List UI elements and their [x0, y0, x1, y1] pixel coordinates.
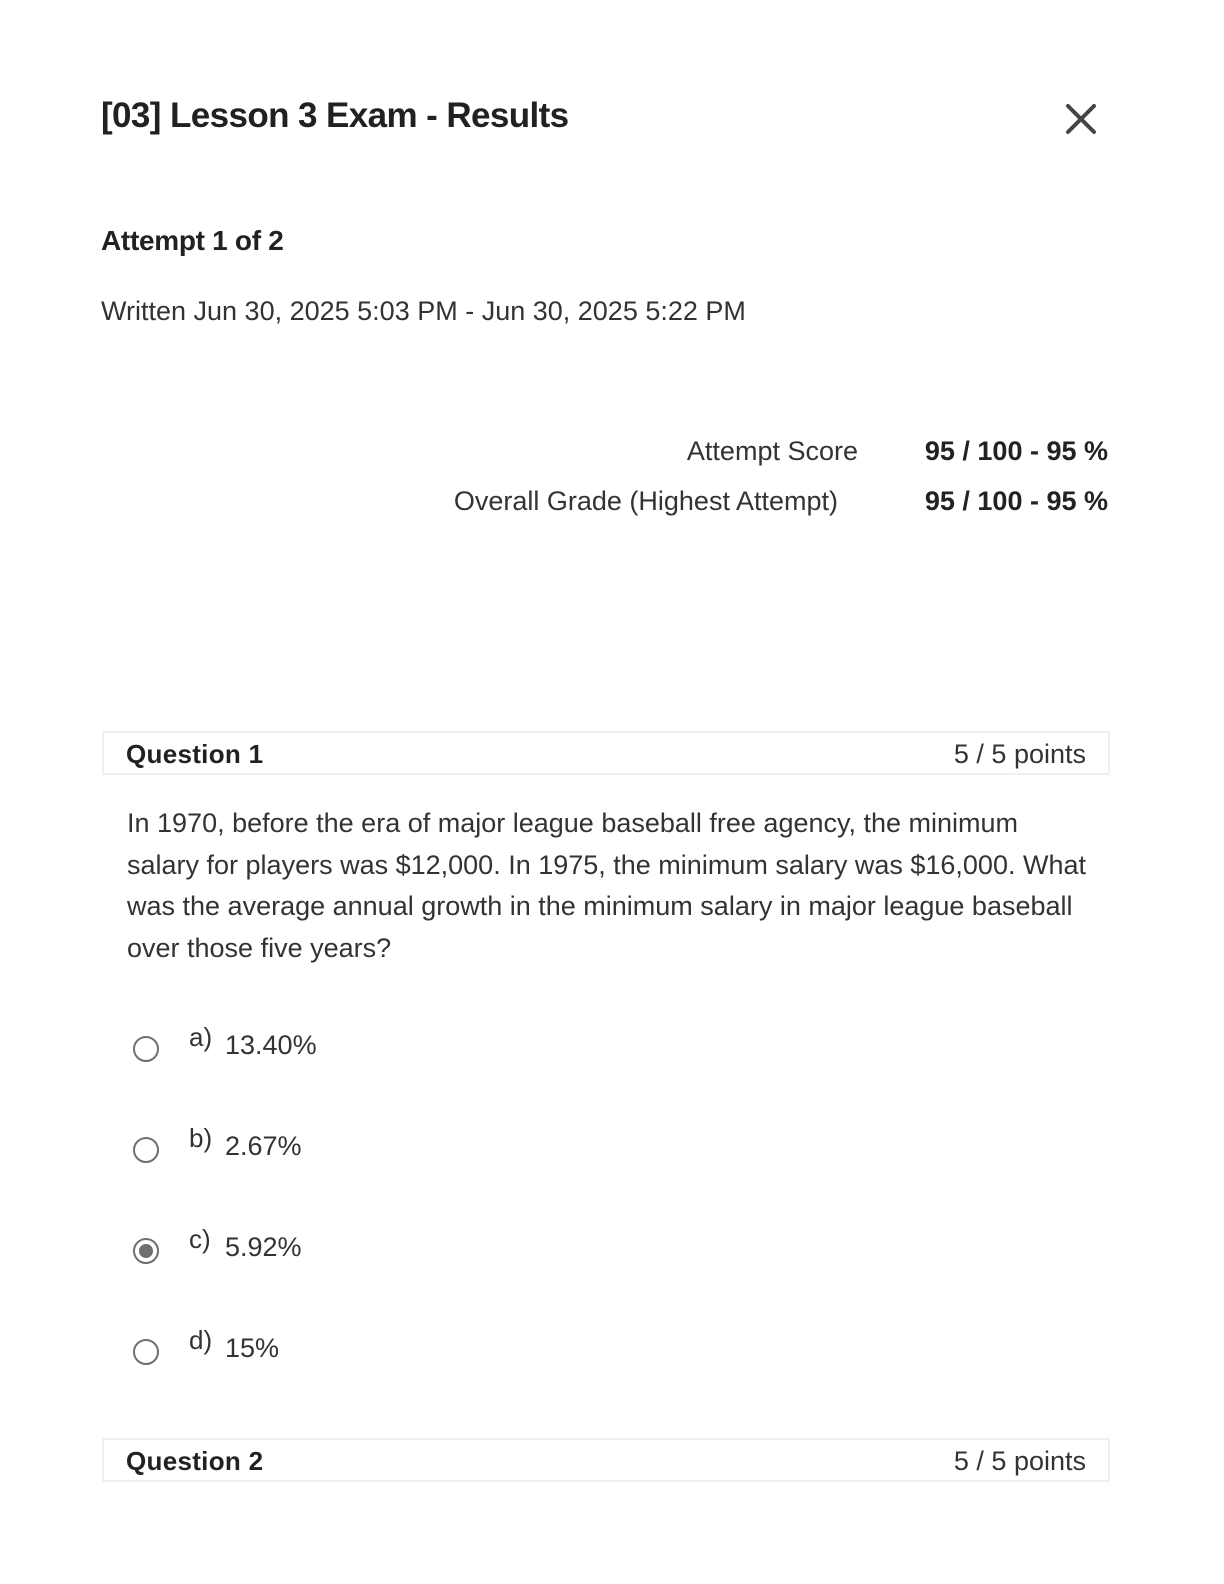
option-text: 13.40% [225, 1030, 317, 1060]
attempt-score-value: 95 / 100 - 95 % [924, 436, 1108, 466]
attempt-heading: Attempt 1 of 2 [101, 225, 284, 256]
question-header [102, 1438, 1110, 1482]
page-title: [03] Lesson 3 Exam - Results [101, 96, 569, 135]
question-title: Question 1 [126, 739, 264, 769]
option-letter: d) [189, 1325, 213, 1355]
close-icon [1062, 100, 1100, 138]
question-points: 5 / 5 points [953, 739, 1086, 769]
option-letter: a) [189, 1022, 213, 1052]
overall-grade-label: Overall Grade (Highest Attempt) [453, 486, 838, 516]
radio-button[interactable] [133, 1137, 159, 1163]
option-letter: c) [189, 1224, 211, 1254]
radio-button[interactable] [133, 1339, 159, 1365]
attempt-score-label: Attempt Score [686, 436, 858, 466]
question-header [102, 731, 1110, 775]
close-button[interactable] [1062, 100, 1100, 138]
radio-button-selected[interactable] [133, 1238, 159, 1264]
question-points: 5 / 5 points [953, 1446, 1086, 1476]
question-text: In 1970, before the era of major league baseball free agency, the minimum salary for players was $12,000. In 1975, the minimum salary was $16,000. What was the average annual growth in the minimum salary in major league baseball over those five years? [127, 808, 1086, 963]
option-text: 15% [225, 1333, 280, 1363]
written-timestamp: Written Jun 30, 2025 5:03 PM - Jun 30, 2025 5:22 PM [101, 296, 746, 326]
question-title: Question 2 [126, 1446, 264, 1476]
radio-button[interactable] [133, 1036, 159, 1062]
option-text: 5.92% [225, 1232, 302, 1262]
overall-grade-value: 95 / 100 - 95 % [924, 486, 1108, 516]
option-letter: b) [189, 1123, 213, 1153]
option-text: 2.67% [225, 1131, 302, 1161]
